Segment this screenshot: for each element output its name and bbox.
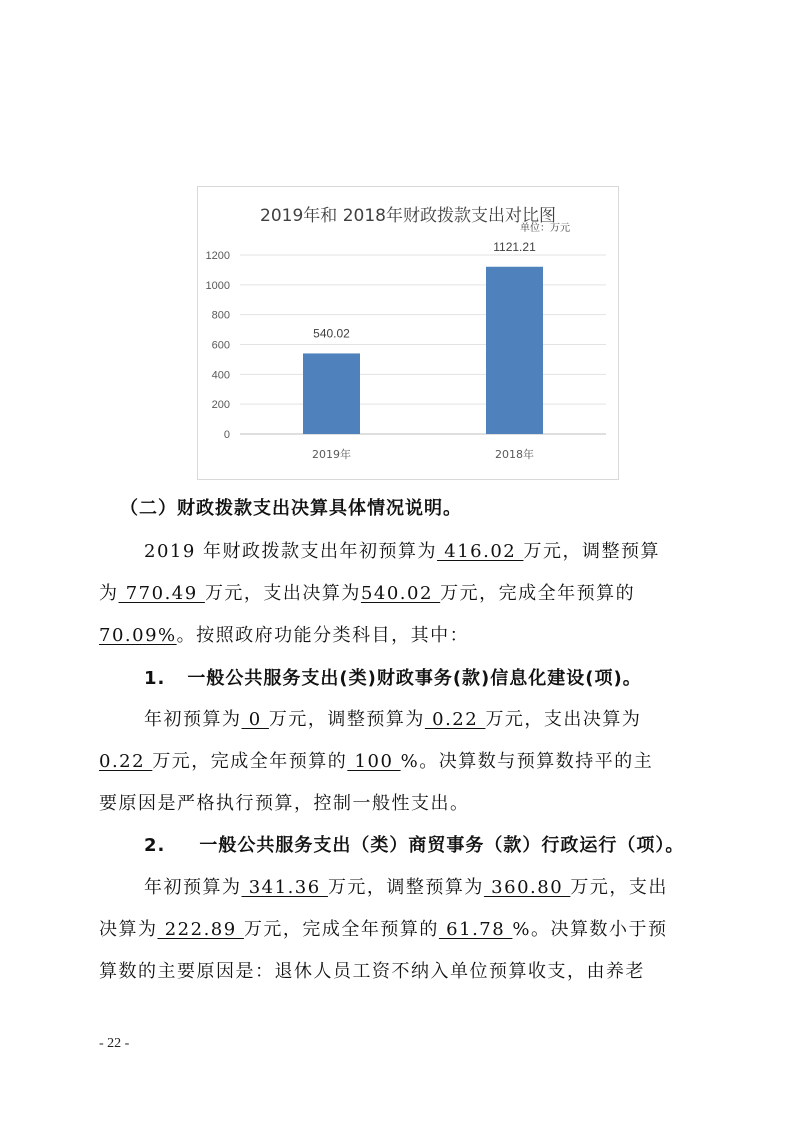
paragraph-line: 2019 年财政拨款支出年初预算为 416.02 万元，调整预算 (144, 541, 660, 562)
page-number: - 22 - (99, 1036, 130, 1051)
chart-title: 2019年和 2018年财政拨款支出对比图 (260, 206, 556, 226)
y-tick-label: 1200 (205, 250, 230, 262)
y-tick-label: 600 (211, 339, 230, 352)
paragraph-line: 为 770.49 万元，支出决算为540.02 万元，完成全年预算的 (99, 583, 636, 604)
section-heading: （二）财政拨款支出决算具体情况说明。 (120, 498, 462, 519)
y-tick-label: 200 (211, 399, 230, 412)
paragraph-line: 算数的主要原因是：退休人员工资不纳入单位预算收支，由养老 (99, 961, 645, 982)
data-label: 540.02 (313, 326, 350, 341)
paragraph-line: 要原因是严格执行预算，控制一般性支出。 (99, 793, 470, 814)
x-category-label: 2019年 (312, 448, 351, 461)
y-tick-label: 800 (211, 309, 230, 322)
bar (486, 267, 543, 434)
chart-unit-label: 单位：万元 (520, 223, 570, 234)
y-tick-label: 0 (223, 429, 230, 441)
bar (303, 353, 360, 434)
chart-gridlines (240, 255, 606, 434)
paragraph-line: 年初预算为 341.36 万元，调整预算为 360.80 万元，支出 (144, 877, 668, 898)
x-axis-categories (312, 447, 534, 461)
item-1-heading: 1. 一般公共服务支出(类)财政事务(款)信息化建设(项)。 (144, 668, 642, 689)
chart-bars (303, 267, 543, 434)
x-category-label: 2018年 (495, 448, 534, 461)
item-2-heading: 2. 一般公共服务支出（类）商贸事务（款）行政运行（项）。 (144, 835, 685, 856)
paragraph-line: 决算为 222.89 万元，完成全年预算的 61.78 %。决算数小于预 (99, 919, 668, 940)
bar-chart-svg (198, 187, 618, 479)
paragraph-line: 年初预算为 0 万元，调整预算为 0.22 万元，支出决算为 (144, 709, 642, 730)
y-tick-label: 400 (211, 369, 230, 382)
paragraph-line: 70.09%。按照政府功能分类科目，其中： (99, 625, 470, 646)
y-tick-label: 1000 (205, 279, 230, 292)
data-label: 1121.21 (493, 239, 536, 254)
y-axis-ticks (206, 250, 230, 441)
expenditure-comparison-chart (197, 186, 619, 480)
paragraph-line: 0.22 万元，完成全年预算的 100 %。决算数与预算数持平的主 (99, 751, 654, 772)
